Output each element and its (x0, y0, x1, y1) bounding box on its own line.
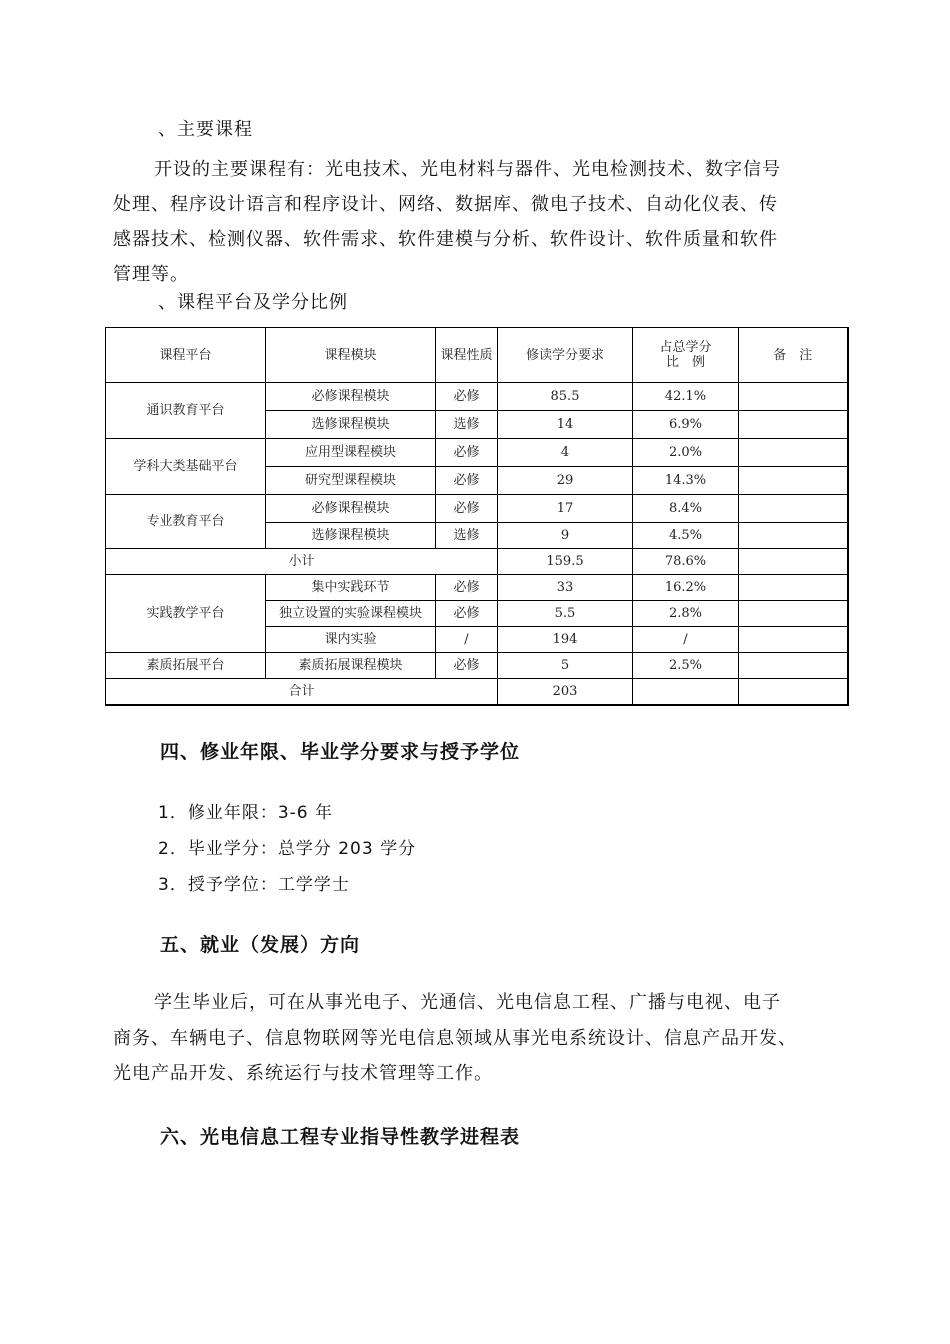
ratio-cell: 16.2% (633, 575, 739, 601)
module-cell: 研究型课程模块 (266, 467, 436, 495)
credits-cell: 17 (498, 495, 633, 523)
nature-cell: 必修 (436, 439, 498, 467)
credits-cell: 9 (498, 523, 633, 549)
platform-cell: 素质拓展平台 (106, 653, 266, 679)
module-cell: 选修课程模块 (266, 523, 436, 549)
credits-cell: 29 (498, 467, 633, 495)
module-cell: 选修课程模块 (266, 411, 436, 439)
remark-cell (739, 575, 848, 601)
header-ratio-line1: 占总学分 (659, 340, 712, 355)
section5-line-1: 学生毕业后，可在从事光电子、光通信、光电信息工程、广播与电视、电子 (154, 992, 781, 1013)
header-module: 课程模块 (266, 328, 436, 383)
module-cell: 课内实验 (266, 627, 436, 653)
section5-line-2: 商务、车辆电子、信息物联网等光电信息领域从事光电系统设计、信息产品开发、 (113, 1028, 797, 1049)
main-courses-line-1: 开设的主要课程有：光电技术、光电材料与器件、光电检测技术、数字信号 (154, 159, 781, 180)
ratio-cell: 14.3% (633, 467, 739, 495)
header-nature: 课程性质 (436, 328, 498, 383)
section5-heading: 五、就业（发展）方向 (160, 934, 361, 956)
nature-cell: 必修 (436, 653, 498, 679)
module-cell: 应用型课程模块 (266, 439, 436, 467)
header-ratio (633, 328, 739, 383)
remark-cell (739, 601, 848, 627)
nature-cell: 必修 (436, 601, 498, 627)
credits-cell: 33 (498, 575, 633, 601)
platform-cell: 通识教育平台 (106, 383, 266, 439)
subtotal-label: 小计 (106, 549, 498, 575)
nature-cell: 必修 (436, 467, 498, 495)
remark-cell (739, 549, 848, 575)
credits-cell: 159.5 (498, 549, 633, 575)
header-platform: 课程平台 (106, 328, 266, 383)
section5-line-3: 光电产品开发、系统运行与技术管理等工作。 (113, 1063, 493, 1084)
module-cell: 必修课程模块 (266, 383, 436, 411)
ratio-cell (633, 679, 739, 705)
module-cell: 独立设置的实验课程模块 (266, 601, 436, 627)
ratio-cell: 78.6% (633, 549, 739, 575)
platform-cell: 学科大类基础平台 (106, 439, 266, 495)
remark-cell (739, 411, 848, 439)
nature-cell: / (436, 627, 498, 653)
section4-item-1: 1．修业年限：3-6 年 (158, 803, 333, 823)
platform-cell: 实践教学平台 (106, 575, 266, 653)
ratio-cell: 2.8% (633, 601, 739, 627)
main-courses-heading: 、主要课程 (158, 119, 253, 140)
ratio-cell: 42.1% (633, 383, 739, 411)
ratio-cell: 6.9% (633, 411, 739, 439)
remark-cell (739, 627, 848, 653)
module-cell: 必修课程模块 (266, 495, 436, 523)
main-courses-line-4: 管理等。 (113, 264, 189, 285)
section4-heading: 四、修业年限、毕业学分要求与授予学位 (160, 741, 521, 763)
nature-cell: 必修 (436, 495, 498, 523)
module-cell: 集中实践环节 (266, 575, 436, 601)
remark-cell (739, 679, 848, 705)
remark-cell (739, 495, 848, 523)
section6-heading: 六、光电信息工程专业指导性教学进程表 (160, 1126, 521, 1148)
table-row (106, 575, 848, 601)
credits-table (105, 327, 849, 706)
header-remark: 备 注 (739, 328, 848, 383)
remark-cell (739, 653, 848, 679)
platform-cell: 专业教育平台 (106, 495, 266, 549)
header-ratio-line2: 比 例 (665, 355, 705, 370)
remark-cell (739, 467, 848, 495)
remark-cell (739, 439, 848, 467)
table-header-row (106, 328, 848, 383)
credits-cell: 85.5 (498, 383, 633, 411)
ratio-cell: 4.5% (633, 523, 739, 549)
ratio-cell: / (633, 627, 739, 653)
table-row (106, 383, 848, 411)
main-courses-line-3: 感器技术、检测仪器、软件需求、软件建模与分析、软件设计、软件质量和软件 (113, 229, 778, 250)
nature-cell: 必修 (436, 575, 498, 601)
credits-cell: 5.5 (498, 601, 633, 627)
nature-cell: 必修 (436, 383, 498, 411)
credits-cell: 4 (498, 439, 633, 467)
total-row (106, 679, 848, 705)
main-courses-line-2: 处理、程序设计语言和程序设计、网络、数据库、微电子技术、自动化仪表、传 (113, 194, 778, 215)
credits-cell: 203 (498, 679, 633, 705)
subtotal-row (106, 549, 848, 575)
ratio-cell: 2.0% (633, 439, 739, 467)
credits-cell: 5 (498, 653, 633, 679)
remark-cell (739, 383, 848, 411)
nature-cell: 选修 (436, 523, 498, 549)
platform-heading: 、课程平台及学分比例 (158, 292, 348, 313)
section4-item-2: 2．毕业学分：总学分 203 学分 (158, 839, 417, 859)
table-row (106, 495, 848, 523)
section4-item-3: 3．授予学位：工学学士 (158, 875, 350, 895)
total-label: 合计 (106, 679, 498, 705)
remark-cell (739, 523, 848, 549)
header-credits: 修读学分要求 (498, 328, 633, 383)
table-row (106, 653, 848, 679)
ratio-cell: 2.5% (633, 653, 739, 679)
table-row (106, 439, 848, 467)
ratio-cell: 8.4% (633, 495, 739, 523)
nature-cell: 选修 (436, 411, 498, 439)
credits-cell: 194 (498, 627, 633, 653)
credits-cell: 14 (498, 411, 633, 439)
module-cell: 素质拓展课程模块 (266, 653, 436, 679)
